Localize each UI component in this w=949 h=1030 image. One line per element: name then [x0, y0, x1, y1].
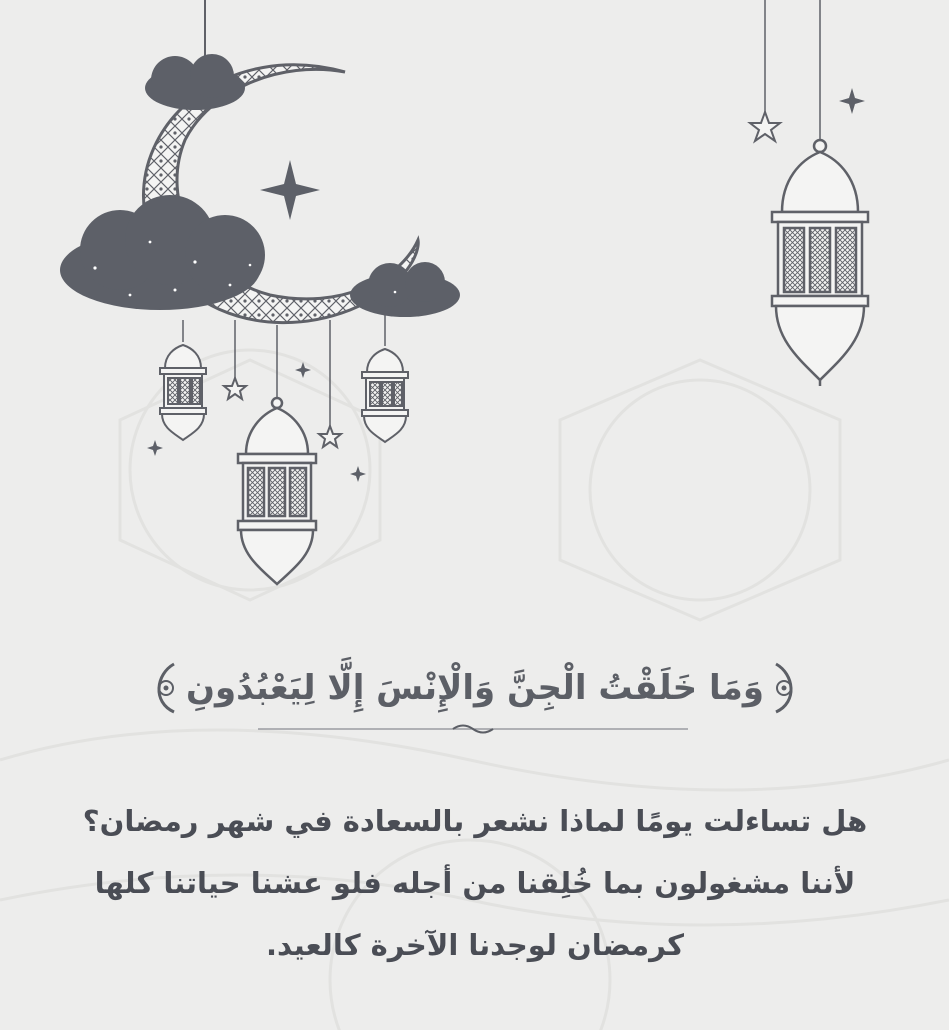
lantern-icon: [160, 320, 206, 440]
body-line-3: كرمضان لوجدنا الآخرة كالعيد.: [265, 928, 685, 962]
verse-ornament-icon: [770, 660, 806, 716]
body-line-1: هل تساءلت يومًا لماذا نشعر بالسعادة في شهر رمضان؟: [82, 804, 868, 838]
body-line-2: لأننا مشغولون بما خُلِقنا من أجله فلو عشنا حياتنا كلها: [94, 866, 856, 900]
verse-ornament-icon: [144, 660, 180, 716]
cloud-icon: [60, 54, 460, 317]
quran-verse: [140, 648, 810, 728]
lantern-icon: [238, 325, 316, 584]
divider: [258, 720, 688, 738]
lantern-icon: [772, 0, 868, 386]
verse-text: وَمَا خَلَقْتُ الْجِنَّ وَالْإِنْسَ إِلَّا لِيَعْبُدُونِ: [186, 668, 764, 708]
body-paragraph: [80, 790, 870, 976]
lantern-icon: [362, 312, 408, 442]
sparkle-icon: [147, 88, 865, 482]
